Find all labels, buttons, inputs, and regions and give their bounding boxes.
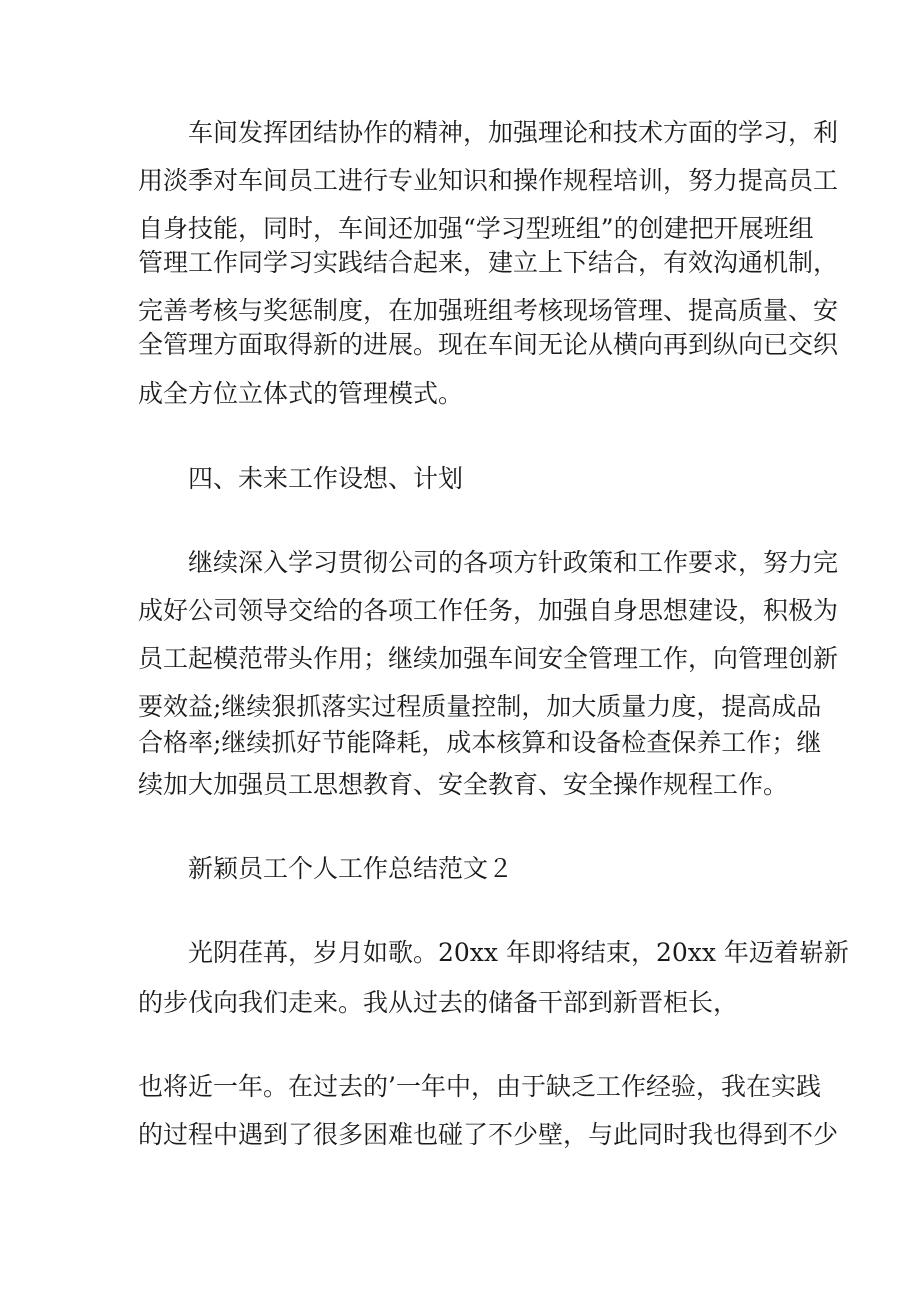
paragraph-2-line-4: 要效益;继续狠抓落实过程质量控制，加大质量力度，提高成品 bbox=[138, 692, 822, 721]
paragraph-3-line-1: 光阴荏苒，岁月如歌。20xx 年即将结束，20xx 年迈着崭新 bbox=[188, 938, 849, 967]
paragraph-4-line-2: 的过程中遇到了很多困难也碰了不少壁，与此同时我也得到不少 bbox=[138, 1120, 839, 1149]
article-title: 新颖员工个人工作总结范文２ bbox=[188, 854, 514, 883]
paragraph-2-line-6: 续加大加强员工思想教育、安全教育、安全操作规程工作。 bbox=[138, 770, 789, 799]
paragraph-2-line-5: 合格率;继续抓好节能降耗，成本核算和设备检查保养工作；继 bbox=[138, 728, 822, 757]
paragraph-1-line-5: 完善考核与奖惩制度，在加强班组考核现场管理、提高质量、安 bbox=[138, 296, 839, 325]
paragraph-1-line-4: 管理工作同学习实践结合起来，建立上下结合，有效沟通机制， bbox=[138, 248, 839, 277]
paragraph-3-line-2: 的步伐向我们走来。我从过去的储备干部到新晋柜长， bbox=[138, 988, 739, 1017]
paragraph-4-line-1: 也将近一年。在过去的’一年中，由于缺乏工作经验，我在实践 bbox=[138, 1072, 821, 1101]
paragraph-2-line-1: 继续深入学习贯彻公司的各项方针政策和工作要求，努力完 bbox=[188, 548, 839, 577]
paragraph-1-line-7: 成全方位立体式的管理模式。 bbox=[138, 379, 464, 408]
paragraph-1-line-3: 自身技能，同时，车间还加强“学习型班组”的创建把开展班组 bbox=[138, 214, 814, 243]
paragraph-2-line-3: 员工起模范带头作用；继续加强车间安全管理工作，向管理创新 bbox=[138, 644, 839, 673]
paragraph-1-line-1: 车间发挥团结协作的精神，加强理论和技术方面的学习，利 bbox=[188, 118, 839, 147]
paragraph-2-line-2: 成好公司领导交给的各项工作任务，加强自身思想建设，积极为 bbox=[138, 596, 839, 625]
paragraph-1-line-2: 用淡季对车间员工进行专业知识和操作规程培训，努力提高员工 bbox=[138, 166, 839, 195]
section-heading-4: 四、未来工作设想、计划 bbox=[188, 464, 464, 493]
paragraph-1-line-6: 全管理方面取得新的进展。现在车间无论从横向再到纵向已交织 bbox=[138, 330, 839, 359]
